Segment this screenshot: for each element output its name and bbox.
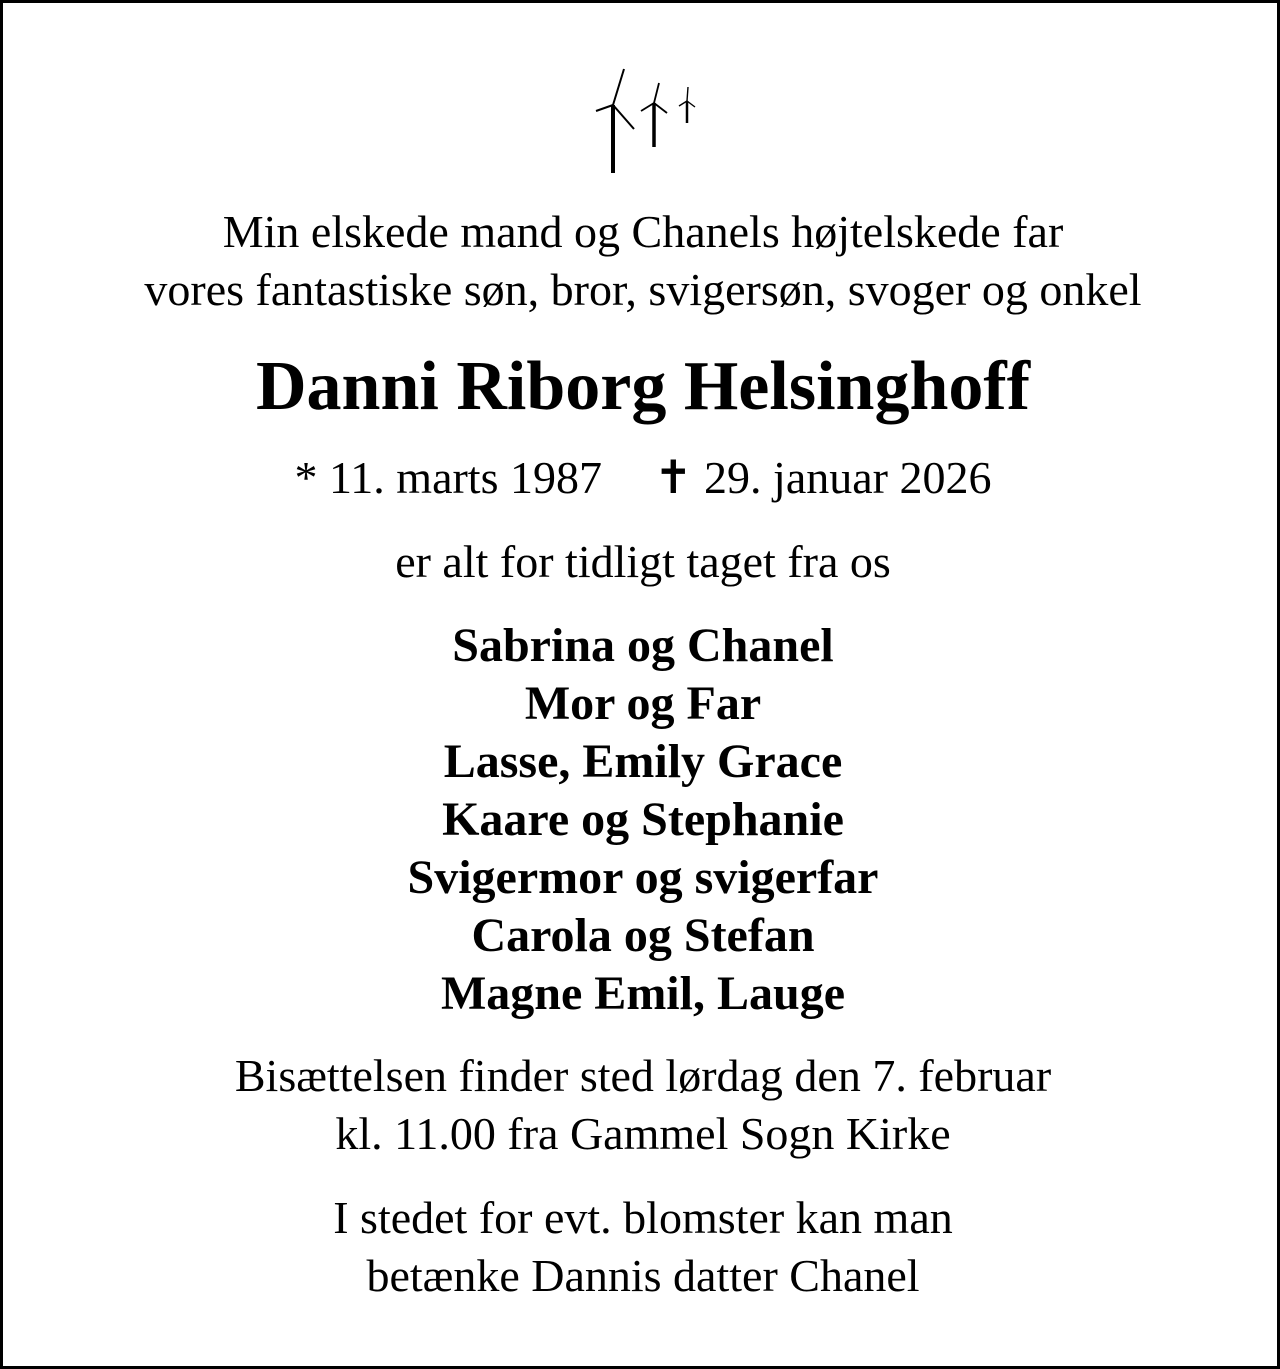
intro-line-2: vores fantastiske søn, bror, svigersøn, svoger og onkel	[144, 264, 1142, 315]
family-line: Mor og Far	[524, 677, 762, 730]
family-line: Magne Emil, Lauge	[441, 967, 845, 1020]
flowers-line-1: I stedet for evt. blomster kan man	[333, 1192, 953, 1243]
family-line: Lasse, Emily Grace	[443, 735, 843, 788]
family-line: Kaare og Stephanie	[442, 793, 844, 846]
wind-turbines-icon	[591, 65, 701, 177]
family-line: Sabrina og Chanel	[452, 619, 834, 672]
deceased-name: Danni Riborg Helsinghoff	[256, 348, 1030, 425]
family-line: Svigermor og svigerfar	[407, 851, 879, 904]
death-date: 29. januar 2026	[704, 452, 992, 503]
life-dates	[3, 449, 1280, 507]
service-line-1: Bisættelsen finder sted lørdag den 7. februar	[234, 1050, 1052, 1101]
cross-icon: ✝	[654, 452, 693, 503]
taken-text: er alt for tidligt taget fra os	[395, 536, 891, 587]
born-symbol: *	[294, 452, 318, 503]
intro-line-1: Min elskede mand og Chanels højtelskede far	[222, 206, 1064, 257]
born-date: 11. marts 1987	[329, 452, 602, 503]
flowers-line-2: betænke Dannis datter Chanel	[366, 1250, 920, 1301]
service-line-2: kl. 11.00 fra Gammel Sogn Kirke	[335, 1108, 951, 1159]
family-line: Carola og Stefan	[471, 909, 815, 962]
